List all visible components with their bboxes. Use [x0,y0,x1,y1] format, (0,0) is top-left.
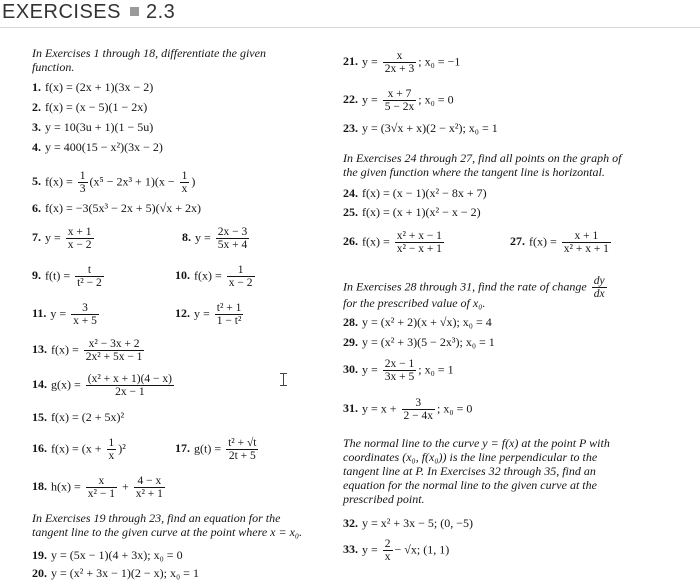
exercise-28: 28. y = (x² + 2)(x + √x); x₀ = 4 [343,315,492,329]
intro-19-23: In Exercises 19 through 23, find an equation for the tangent line to the given curve at the point where x = x₀. [32,511,303,539]
exercise-10: 10. f(x) = $\frac{1}{x - 2}$ [175,264,253,289]
exercise-7: 7. y = $\frac{x + 1}{x - 2}$ [32,226,92,251]
exercise-29: 29. y = (x² + 3)(5 − 2x³); x₀ = 1 [343,335,495,349]
exercise-32: 32. y = x² + 3x − 5; (0, −5) [343,516,473,530]
exercise-11: 11. y = $\frac{3}{x + 5}$ [32,302,97,327]
exercise-33: 33. y = $\frac{2}{x}$ − √x; (1, 1) [343,538,450,563]
intro-normal-line: The normal line to the curve y = f(x) at the point P with coordinates (x₀, f(x₀)) is the line perpendicular to the tangent line at P. In Exercises 32 through 35, find an equation for the normal line to the given curve at the prescribed point. [343,436,610,506]
exercise-17: 17. g(t) = $\frac{\text{t² + √t}}{2t + 5}$ [175,437,257,462]
exercise-13: 13. f(x) = $\frac{\text{x² − 3x + 2}}{\text{2x² + 5x − 1}}$ [32,338,143,363]
intro-28-31-line2: for the prescribed value of x₀. [343,296,486,310]
exercise-6: 6. f(x) = −3(5x³ − 2x + 5)(√x + 2x) [32,201,201,215]
exercise-5: 5. f(x) = $\frac{1}{3}$ (x⁵ − 2x³ + 1)(x − $\frac{1}{x}$ ) [32,170,196,195]
exercise-8: 8. y = $\frac{2x - 3}{5x + 4}$ [182,226,248,251]
exercise-31: 31. y = x + $\frac{3}{2 - 4x}$ ; x₀ = 0 [343,397,473,422]
exercise-15: 15. f(x) = (2 + 5x)² [32,410,125,424]
fraction: $\frac{1}{x}$ [181,170,188,195]
exercise-27: 27. f(x) = $\frac{x + 1}{\text{x² + x + 1}}$ [510,230,609,255]
section-number: 2.3 [145,1,176,23]
exercise-19: 19. y = (5x − 1)(4 + 3x); x₀ = 0 [32,548,183,562]
exercise-1: 1. f(x) = (2x + 1)(3x − 2) [32,80,154,94]
intro-1-18: In Exercises 1 through 18, differentiate the given function. [32,46,266,74]
exercise-3: 3. y = 10(3u + 1)(1 − 5u) [32,120,154,134]
exercise-18: 18. h(x) = $\frac{x}{\text{x² − 1}}$ + $\frac{4 - x}{\text{x² + 1}}$ [32,475,163,500]
fraction: $\frac{1}{3}$ [79,170,86,195]
header-bar [0,0,700,28]
exercise-20: 20. y = (x² + 3x − 1)(2 − x); x₀ = 1 [32,566,199,580]
exercise-2: 2. f(x) = (x − 5)(1 − 2x) [32,100,148,114]
intro-24-27: In Exercises 24 through 27, find all points on the graph of the given function where the tangent line is horizontal. [343,151,622,179]
exercise-9: 9. f(t) = $\frac{t}{\text{t² − 2}}$ [32,264,102,289]
text-cursor-icon [283,373,291,386]
exercise-12: 12. y = $\frac{\text{t² + 1}}{\text{1 − t²}}$ [175,302,242,327]
intro-28-31-line1: In Exercises 28 through 31, find the rate of change $\frac{dy}{dx}$ [343,275,605,300]
exercise-30: 30. y = $\frac{2x - 1}{3x + 5}$ ; x₀ = 1 [343,358,454,383]
exercise-22: 22. y = $\frac{x + 7}{5 - 2x}$ ; x₀ = 0 [343,88,454,113]
exercise-26: 26. f(x) = $\frac{\text{x² + x − 1}}{\text{x² − x + 1}}$ [343,230,442,255]
exercise-14: 14. g(x) = $\frac{\text{(x² + x + 1)(4 − x)}}{2x - 1}$ [32,373,172,398]
exercise-21: 21. y = $\frac{x}{2x + 3}$ ; x₀ = −1 [343,50,461,75]
page-title [2,1,175,24]
square-bullet-icon [130,7,139,16]
section-title: EXERCISES [2,1,121,23]
exercise-23: 23. y = (3√x + x)(2 − x²); x₀ = 1 [343,121,498,135]
exercise-25: 25. f(x) = (x + 1)(x² − x − 2) [343,205,481,219]
exercise-4: 4. y = 400(15 − x²)(3x − 2) [32,140,163,154]
exercise-16: 16. f(x) = (x + $\frac{1}{x}$ )² [32,437,126,462]
exercise-24: 24. f(x) = (x − 1)(x² − 8x + 7) [343,186,487,200]
